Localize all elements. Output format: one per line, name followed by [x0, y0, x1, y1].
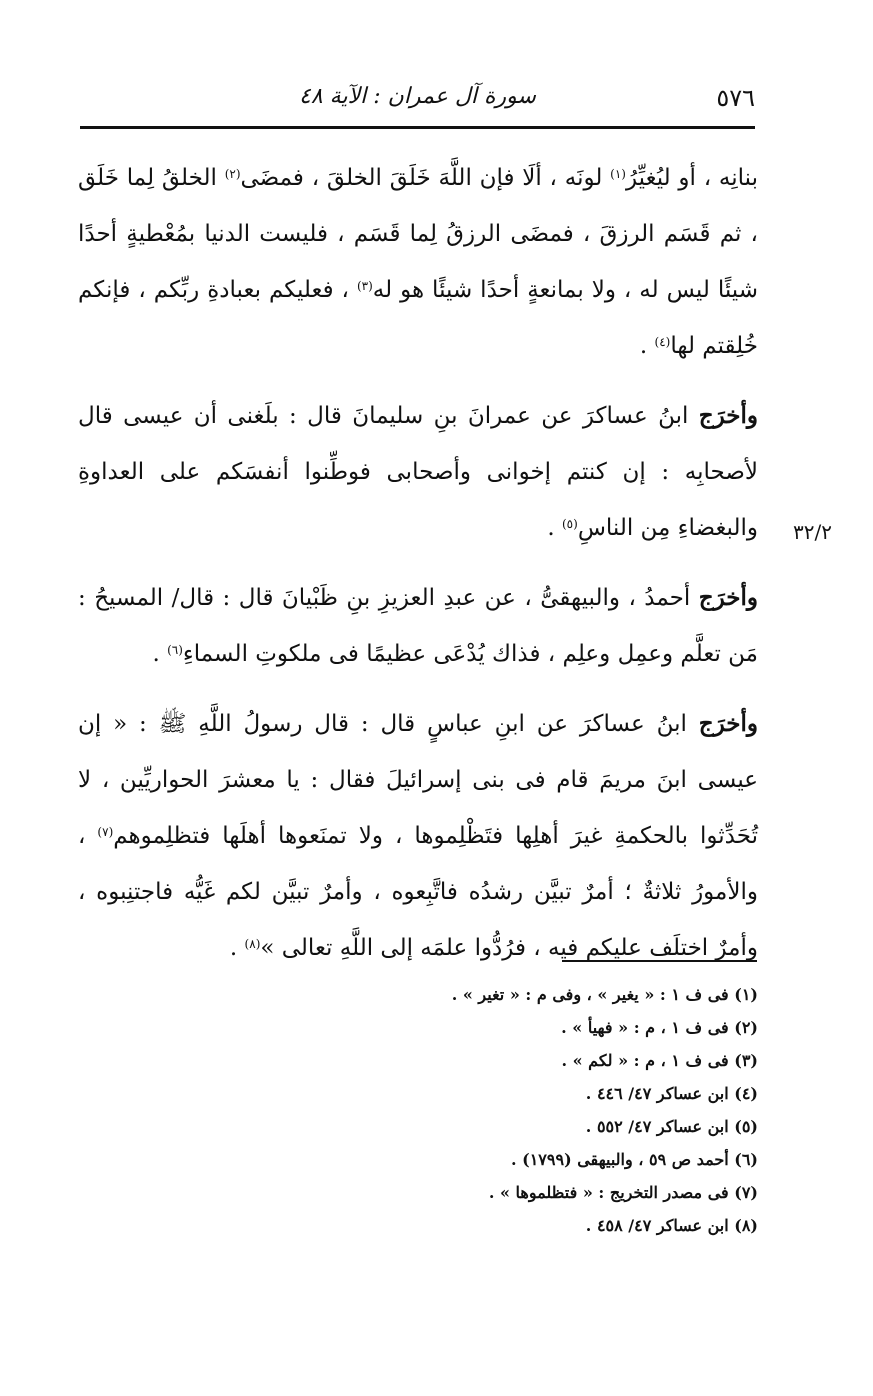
paragraph	[78, 570, 758, 682]
text-run: ، فعليكم بعبادةِ ربِّكم ، فإنكم خُلِقتم لها	[78, 277, 758, 359]
footnote-marker[interactable]: (٥)	[561, 517, 578, 531]
page-header	[80, 78, 755, 126]
text-run: ابنُ عساكرَ عن ابنِ عباسٍ قال : قال رسولُ اللَّهِ ﷺ : « إن عيسى ابنَ مريمَ قام فى بنى إسرائيلَ فقال : يا معشرَ الحواريِّين ، لا تُحَدِّثوا بالحكمةِ غيرَ أهلِها فتَظْلِموها ، ولا تمنَعوها أهلَها فتظلِموهم	[78, 711, 759, 849]
footnote-rule	[562, 960, 757, 962]
text-run: الخلقُ لِما خَلَق ، ثم قَسَم الرزقَ ، فمضَى الرزقُ لِما قَسَم ، فليست الدنيا بمُعْطيةٍ أحدًا شيئًا ليس له ، ولا بمانعةٍ أحدًا شيئًا هو له	[78, 165, 758, 303]
footnote-marker[interactable]: (١)	[610, 167, 626, 181]
paragraph-lead: وأخرَج	[698, 710, 758, 737]
text-run: ابنُ عساكرَ عن عمرانَ بنِ سليمانَ قال : بلَغنى أن عيسى قال لأصحابِه : إن كنتم إخوانى وأصحابى فوطِّنوا أنفسَكم على العداوةِ والبغضاءِ مِن الناسِ	[78, 403, 758, 541]
paragraph	[78, 696, 758, 976]
text-run: .	[547, 515, 562, 541]
footnote: (٦) أحمد ص ٥٩ ، والبيهقى (١٧٩٩) .	[510, 1150, 758, 1169]
footnote: (٤) ابن عساكر ٤٧/ ٤٤٦ .	[585, 1084, 758, 1103]
footnotes	[300, 978, 758, 1242]
text-run: أحمدُ ، والبيهقىُّ ، عن عبدِ العزيزِ بنِ ظَبْيانَ قال : قال/ المسيحُ : مَن تعلَّم وعمِل وعلِم ، فذاك يُدْعَى عظيمًا فى ملكوتِ السماءِ	[78, 585, 758, 667]
footnote-marker[interactable]: (٨)	[244, 937, 261, 951]
text-run: ، والأمورُ ثلاثةٌ ؛ أمرٌ تبيَّن رشدُه فاتَّبِعوه ، وأمرٌ تبيَّن لكم غَيُّه فاجتنِبوه ، وأمرٌ اختلَف عليكم فيه ، فرُدُّوا علمَه إلى اللَّهِ تعالى »	[78, 823, 758, 961]
text-run: .	[152, 641, 168, 667]
footnote: (١) فى ف ١ : « يغير » ، وفى م : « تغير » .	[451, 985, 758, 1004]
text-run: بنانِه ، أو ليُغيِّرُ	[625, 165, 758, 191]
footnote: (٧) فى مصدر التخريج : « فتظلموها » .	[488, 1183, 758, 1202]
footnote-marker[interactable]: (٤)	[654, 335, 671, 349]
text-run: لونَه ، ألَا فإن اللَّهَ خَلَقَ الخلقَ ، فمضَى	[240, 165, 611, 191]
paragraph-lead: وأخرَج	[698, 584, 758, 611]
footnote: (٢) فى ف ١ ، م : « فهيأ » .	[561, 1018, 758, 1037]
footnote-marker[interactable]: (٧)	[97, 825, 114, 839]
footnote: (٨) ابن عساكر ٤٧/ ٤٥٨ .	[585, 1216, 758, 1235]
footnote-marker[interactable]: (٦)	[167, 643, 183, 657]
header-rule	[80, 126, 755, 129]
text-run: .	[639, 333, 655, 359]
paragraph	[78, 388, 758, 556]
footnote-marker[interactable]: (٣)	[356, 279, 373, 293]
footnote-marker[interactable]: (٢)	[224, 167, 241, 181]
margin-reference: ٣٢/٢	[793, 520, 832, 544]
paragraph-lead: وأخرَج	[698, 402, 758, 429]
paragraph	[78, 150, 758, 374]
footnote: (٥) ابن عساكر ٤٧/ ٥٥٢ .	[585, 1117, 758, 1136]
main-text	[78, 150, 758, 990]
running-title: سورة آل عمران : الآية ٤٨	[299, 84, 536, 109]
page-number: ٥٧٦	[716, 84, 755, 112]
footnote: (٣) فى ف ١ ، م : « لكم » .	[561, 1051, 758, 1070]
text-run: .	[229, 935, 245, 961]
